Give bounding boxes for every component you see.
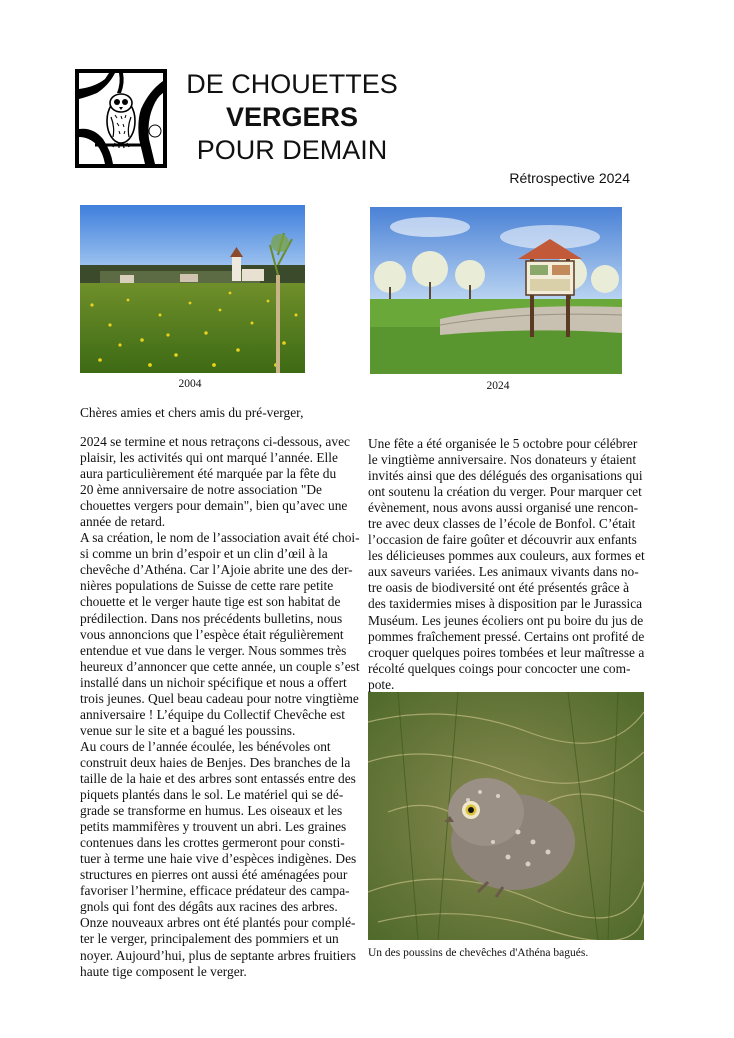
photo-caption-2004: 2004 (178, 378, 202, 390)
left-column-line: année de retard. (80, 514, 166, 530)
right-column-text (368, 436, 653, 693)
right-column-line: évènement, nous avons aussi organisé une rencon- (368, 500, 639, 516)
left-column-line: chevêche d’Athéna. Car l’Ajoie abrite une des der- (80, 562, 353, 578)
left-column-line: 20 ème anniversaire de notre association "De (80, 482, 322, 498)
title-line-3: POUR DEMAIN (196, 135, 388, 165)
retrospective-subtitle: Rétrospective 2024 (509, 170, 630, 186)
right-column-line: ont soutenu la création du verger. Pour marquer cet (368, 484, 642, 500)
right-column-line: pommes fraîchement pressé. Certains ont profité de (368, 628, 645, 644)
right-column-line: pote. (368, 676, 395, 692)
right-column-line: récolté quelques coings pour concocter une com- (368, 660, 631, 676)
right-column-line: Une fête a été organisée le 5 octobre pour célébrer (368, 436, 638, 451)
left-column-line: nières populations de Suisse de cette rare petite (80, 578, 334, 594)
left-column-line: chouette et le verger haute tige est son habitat de (80, 594, 341, 610)
right-column-line: des taxidermies mises à disposition par le Jurassica (368, 596, 643, 612)
left-column-line: Onze nouveaux arbres ont été plantés pour complé- (80, 915, 356, 931)
left-column-line: heureux d’annoncer que cette année, un couple s’est (80, 658, 360, 674)
right-column-line: le vingtième anniversaire. Nos donateurs y étaient (368, 452, 637, 468)
title-line-2: VERGERS (225, 102, 359, 132)
title-line-1: DE CHOUETTES (186, 69, 398, 99)
right-column-line: l’occasion de faire goûter et découvrir aux enfants (368, 532, 637, 548)
left-column-line: si comme un brin d’espoir et un clin d’œil à la (80, 546, 328, 562)
left-column-line: chouettes vergers pour demain", bien qu’avec une (80, 498, 348, 514)
left-column-line: taille de la haie et des arbres sont entassés entre des (80, 770, 356, 786)
left-column-line: 2024 se termine et nous retraçons ci-dessous, avec (80, 434, 350, 449)
left-column-line: contenues dans les crottes germeront pour consti- (80, 835, 345, 851)
greeting: Chères amies et chers amis du pré-verger, (80, 405, 304, 420)
left-column-line: entendue et vue dans le verger. Nous sommes très (80, 642, 347, 658)
orchard-photo-2024 (370, 207, 622, 374)
left-column-line: aura particulièrement été marquée par la fête du (80, 466, 337, 482)
left-column-line: petits mammifères y trouvent un abri. Les graines (80, 819, 347, 835)
left-column-line: plaisir, les activités qui ont marqué l’année. Elle (80, 450, 338, 466)
left-column-line: gnols qui font des dégâts aux racines des arbres. (80, 899, 338, 915)
left-column-line: noyer. Aujourd’hui, plus de septante arbres fruitiers (80, 947, 356, 963)
left-column-line: A sa création, le nom de l’association avait été choi- (80, 530, 360, 546)
left-column-line: prédilection. Dans nos précédents bulletins, nous (80, 610, 343, 626)
owl-photo-caption: Un des poussins de chevêches d'Athéna bagués. (368, 947, 589, 959)
left-column-line: installé dans un nichoir spécifique et nous a offert (80, 674, 347, 690)
owl-logo (75, 69, 167, 168)
left-column-line: favoriser l’hermine, efficace prédateur des campa- (80, 883, 350, 899)
owl-chick-photo (368, 692, 644, 940)
left-column-line: tuer à terme une haie vive d’espèces indigènes. Des (80, 851, 357, 867)
meadow-photo-2004 (80, 205, 305, 373)
left-column-line: piquets plantés dans le sol. Le matériel qui se dé- (80, 787, 344, 803)
left-column-line: haute tige composent le verger. (80, 963, 247, 979)
left-column-line: structures en pierres ont aussi été aménagées pour (80, 867, 348, 883)
left-column-line: anniversaire ! L’équipe du Collectif Chevêche est (80, 706, 345, 722)
right-column-line: croquer quelques poires tombées et leur maîtresse a (368, 644, 645, 660)
right-column-line: tre avec deux classes de l’école de Bonfol. C’était (368, 516, 636, 532)
left-column-line: vous annoncions que l’espèce était régulièrement (80, 626, 344, 642)
left-column-line: venue sur le site et a bagué les poussins. (80, 722, 296, 738)
right-column-line: invités ainsi que des délégués des organisations qui (368, 468, 643, 484)
left-column-line: construit deux haies de Benjes. Des branches de la (80, 754, 351, 770)
right-column-line: Muséum. Les jeunes écoliers ont pu boire du jus de (368, 612, 644, 628)
left-column-line: Au cours de l’année écoulée, les bénévoles ont (80, 738, 331, 754)
right-column-line: aux saveurs variées. Les animaux vivants dans no- (368, 564, 639, 580)
photo-caption-2024: 2024 (486, 380, 510, 392)
left-column-line: grade se transforme en humus. Les oiseaux et les (80, 803, 343, 819)
left-column-line: trois jeunes. Quel beau cadeau pour notre vingtième (80, 690, 359, 706)
right-column-line: tre oasis de biodiversité ont été présentés grâce à (368, 580, 630, 596)
left-column-line: ter le verger, principalement des pommiers et un (80, 931, 339, 947)
left-column-text (80, 434, 360, 980)
right-column-line: les délicieuses pommes aux couleurs, aux formes et (368, 548, 645, 564)
